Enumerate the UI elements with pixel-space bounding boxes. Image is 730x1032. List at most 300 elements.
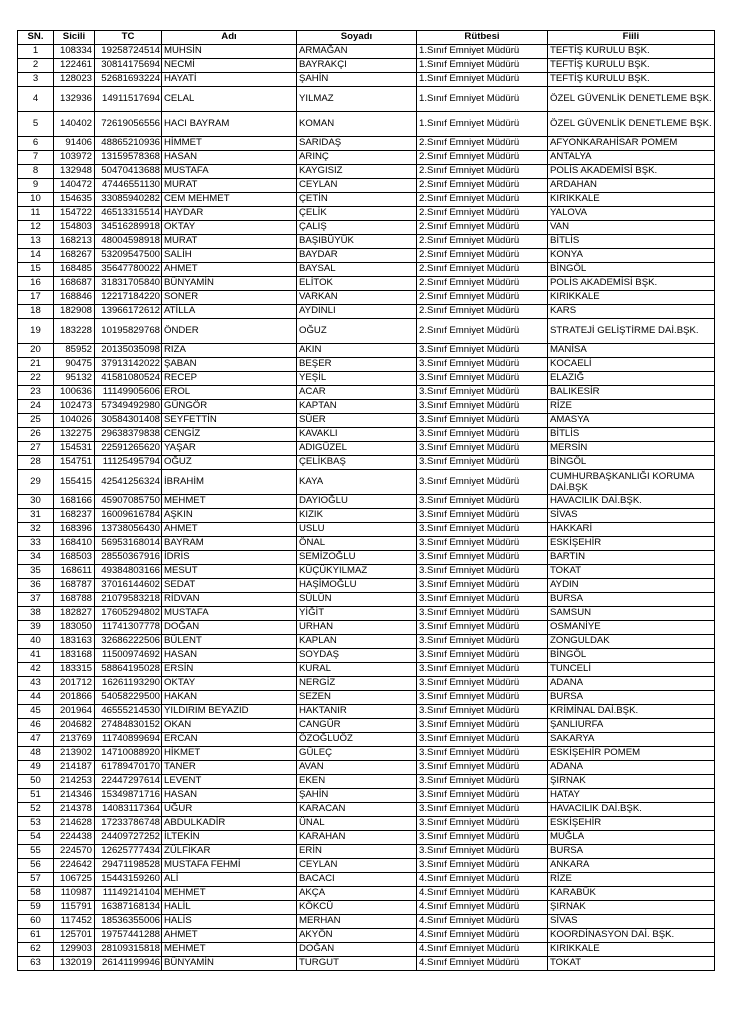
table-row	[18, 319, 715, 344]
cell-soyadi: USLU	[297, 523, 417, 537]
cell-adi: MESUT	[162, 565, 297, 579]
table-row	[18, 551, 715, 565]
cell-tc: 18536355006	[95, 915, 162, 929]
cell-tc: 11500974692	[95, 649, 162, 663]
cell-rutbe: 1.Sınıf Emniyet Müdürü	[417, 73, 548, 87]
cell-sn: 36	[18, 579, 54, 593]
cell-tc: 50470413688	[95, 165, 162, 179]
cell-fiili: TOKAT	[548, 565, 715, 579]
cell-adi: OKTAY	[162, 677, 297, 691]
cell-tc: 22591265620	[95, 442, 162, 456]
cell-adi: İBRAHİM	[162, 470, 297, 495]
cell-fiili: TUNCELİ	[548, 663, 715, 677]
cell-rutbe: 2.Sınıf Emniyet Müdürü	[417, 305, 548, 319]
cell-adi: SEDAT	[162, 579, 297, 593]
table-row	[18, 943, 715, 957]
cell-sicil: 182827	[54, 607, 95, 621]
cell-sicil: 214628	[54, 817, 95, 831]
cell-sicil: 168787	[54, 579, 95, 593]
cell-fiili: ARDAHAN	[548, 179, 715, 193]
cell-tc: 27484830152	[95, 719, 162, 733]
personnel-table	[17, 30, 715, 971]
table-row	[18, 305, 715, 319]
cell-sn: 39	[18, 621, 54, 635]
cell-fiili: TOKAT	[548, 957, 715, 971]
table-row	[18, 593, 715, 607]
cell-sn: 34	[18, 551, 54, 565]
cell-fiili: CUMHURBAŞKANLIĞI KORUMA DAİ.BŞK	[548, 470, 715, 495]
cell-fiili: HAKKARİ	[548, 523, 715, 537]
cell-sicil: 214253	[54, 775, 95, 789]
cell-tc: 53209547500	[95, 249, 162, 263]
cell-fiili: ESKİŞEHİR	[548, 537, 715, 551]
cell-tc: 19757441288	[95, 929, 162, 943]
cell-rutbe: 3.Sınıf Emniyet Müdürü	[417, 456, 548, 470]
cell-fiili: BALIKESİR	[548, 386, 715, 400]
cell-tc: 28550367916	[95, 551, 162, 565]
cell-tc: 13966172612	[95, 305, 162, 319]
cell-tc: 17233786748	[95, 817, 162, 831]
cell-sn: 27	[18, 442, 54, 456]
cell-sn: 57	[18, 873, 54, 887]
cell-fiili: VAN	[548, 221, 715, 235]
cell-sn: 12	[18, 221, 54, 235]
cell-fiili: ÖZEL GÜVENLİK DENETLEME BŞK.	[548, 87, 715, 112]
cell-sicil: 125701	[54, 929, 95, 943]
cell-rutbe: 3.Sınıf Emniyet Müdürü	[417, 565, 548, 579]
cell-rutbe: 3.Sınıf Emniyet Müdürü	[417, 414, 548, 428]
cell-fiili: KOCAELİ	[548, 358, 715, 372]
cell-tc: 16009616784	[95, 509, 162, 523]
cell-soyadi: YİĞİT	[297, 607, 417, 621]
table-row	[18, 803, 715, 817]
cell-adi: EROL	[162, 386, 297, 400]
cell-adi: ABDULKADİR	[162, 817, 297, 831]
cell-tc: 57349492980	[95, 400, 162, 414]
cell-rutbe: 3.Sınıf Emniyet Müdürü	[417, 635, 548, 649]
cell-sicil: 201964	[54, 705, 95, 719]
cell-sicil: 201712	[54, 677, 95, 691]
cell-sicil: 117452	[54, 915, 95, 929]
cell-adi: GÜNGÖR	[162, 400, 297, 414]
table-row	[18, 607, 715, 621]
table-row	[18, 179, 715, 193]
table-row	[18, 249, 715, 263]
cell-fiili: KARS	[548, 305, 715, 319]
cell-fiili: HATAY	[548, 789, 715, 803]
cell-sicil: 106725	[54, 873, 95, 887]
cell-sicil: 140402	[54, 112, 95, 137]
cell-sicil: 154635	[54, 193, 95, 207]
cell-tc: 11125495794	[95, 456, 162, 470]
cell-soyadi: SOYDAŞ	[297, 649, 417, 663]
cell-adi: ATİLLA	[162, 305, 297, 319]
header-fiili: Fiili	[548, 31, 715, 45]
cell-sn: 51	[18, 789, 54, 803]
table-row	[18, 456, 715, 470]
cell-fiili: BİTLİS	[548, 428, 715, 442]
cell-rutbe: 2.Sınıf Emniyet Müdürü	[417, 319, 548, 344]
cell-fiili: TEFTİŞ KURULU BŞK.	[548, 73, 715, 87]
table-row	[18, 235, 715, 249]
cell-soyadi: ÖZOĞLUÖZ	[297, 733, 417, 747]
cell-tc: 45907085750	[95, 495, 162, 509]
cell-rutbe: 2.Sınıf Emniyet Müdürü	[417, 221, 548, 235]
cell-soyadi: HAKTANIR	[297, 705, 417, 719]
cell-rutbe: 2.Sınıf Emniyet Müdürü	[417, 207, 548, 221]
cell-tc: 35647780022	[95, 263, 162, 277]
cell-rutbe: 3.Sınıf Emniyet Müdürü	[417, 733, 548, 747]
cell-adi: MURAT	[162, 179, 297, 193]
table-row	[18, 775, 715, 789]
cell-sicil: 168503	[54, 551, 95, 565]
cell-sn: 63	[18, 957, 54, 971]
cell-tc: 37913142022	[95, 358, 162, 372]
cell-tc: 48004598918	[95, 235, 162, 249]
cell-sn: 52	[18, 803, 54, 817]
table-row	[18, 358, 715, 372]
cell-fiili: HAVACILIK DAİ.BŞK.	[548, 495, 715, 509]
cell-fiili: SAMSUN	[548, 607, 715, 621]
cell-sicil: 110987	[54, 887, 95, 901]
cell-sicil: 214378	[54, 803, 95, 817]
cell-sicil: 95132	[54, 372, 95, 386]
cell-rutbe: 3.Sınıf Emniyet Müdürü	[417, 551, 548, 565]
cell-sn: 29	[18, 470, 54, 495]
cell-fiili: ANTALYA	[548, 151, 715, 165]
table-row	[18, 859, 715, 873]
cell-tc: 46513315514	[95, 207, 162, 221]
cell-rutbe: 3.Sınıf Emniyet Müdürü	[417, 691, 548, 705]
cell-soyadi: DAYIOĞLU	[297, 495, 417, 509]
cell-fiili: RİZE	[548, 400, 715, 414]
cell-rutbe: 3.Sınıf Emniyet Müdürü	[417, 495, 548, 509]
cell-sicil: 201866	[54, 691, 95, 705]
cell-sn: 4	[18, 87, 54, 112]
cell-sicil: 154803	[54, 221, 95, 235]
cell-soyadi: GÜLEÇ	[297, 747, 417, 761]
cell-tc: 24409727252	[95, 831, 162, 845]
cell-tc: 29638379838	[95, 428, 162, 442]
cell-adi: LEVENT	[162, 775, 297, 789]
cell-adi: AŞKIN	[162, 509, 297, 523]
cell-adi: RIZA	[162, 344, 297, 358]
cell-tc: 15349871716	[95, 789, 162, 803]
cell-fiili: ADANA	[548, 677, 715, 691]
cell-tc: 30814175694	[95, 59, 162, 73]
cell-fiili: BİTLİS	[548, 235, 715, 249]
cell-sn: 61	[18, 929, 54, 943]
cell-fiili: TEFTİŞ KURULU BŞK.	[548, 59, 715, 73]
table-row	[18, 193, 715, 207]
cell-adi: MEHMET	[162, 495, 297, 509]
table-row	[18, 691, 715, 705]
table-row	[18, 112, 715, 137]
cell-sn: 15	[18, 263, 54, 277]
cell-tc: 29471198528	[95, 859, 162, 873]
cell-sicil: 154531	[54, 442, 95, 456]
cell-fiili: POLİS AKADEMİSİ BŞK.	[548, 277, 715, 291]
cell-sicil: 168410	[54, 537, 95, 551]
cell-soyadi: YILMAZ	[297, 87, 417, 112]
cell-sn: 19	[18, 319, 54, 344]
cell-rutbe: 2.Sınıf Emniyet Müdürü	[417, 179, 548, 193]
cell-adi: HAKAN	[162, 691, 297, 705]
cell-sn: 18	[18, 305, 54, 319]
cell-sn: 43	[18, 677, 54, 691]
cell-tc: 12217184220	[95, 291, 162, 305]
cell-soyadi: YEŞİL	[297, 372, 417, 386]
cell-tc: 41581080524	[95, 372, 162, 386]
cell-fiili: SİVAS	[548, 509, 715, 523]
cell-soyadi: EKEN	[297, 775, 417, 789]
cell-rutbe: 3.Sınıf Emniyet Müdürü	[417, 775, 548, 789]
cell-sn: 13	[18, 235, 54, 249]
cell-fiili: SAKARYA	[548, 733, 715, 747]
cell-rutbe: 4.Sınıf Emniyet Müdürü	[417, 887, 548, 901]
cell-soyadi: ŞAHİN	[297, 789, 417, 803]
cell-adi: BÜLENT	[162, 635, 297, 649]
cell-adi: HALİS	[162, 915, 297, 929]
cell-adi: HASAN	[162, 649, 297, 663]
cell-adi: AHMET	[162, 263, 297, 277]
table-row	[18, 915, 715, 929]
cell-rutbe: 1.Sınıf Emniyet Müdürü	[417, 45, 548, 59]
cell-soyadi: SÜLÜN	[297, 593, 417, 607]
cell-sicil: 155415	[54, 470, 95, 495]
cell-sicil: 154722	[54, 207, 95, 221]
cell-adi: CENGİZ	[162, 428, 297, 442]
cell-sn: 5	[18, 112, 54, 137]
cell-soyadi: ACAR	[297, 386, 417, 400]
table-row	[18, 719, 715, 733]
cell-sicil: 214346	[54, 789, 95, 803]
cell-sn: 31	[18, 509, 54, 523]
table-row	[18, 929, 715, 943]
cell-sn: 35	[18, 565, 54, 579]
table-row	[18, 263, 715, 277]
cell-soyadi: ÇELİKBAŞ	[297, 456, 417, 470]
cell-soyadi: BEŞER	[297, 358, 417, 372]
cell-tc: 14710088920	[95, 747, 162, 761]
cell-tc: 13159578368	[95, 151, 162, 165]
cell-sn: 62	[18, 943, 54, 957]
cell-tc: 17605294802	[95, 607, 162, 621]
cell-soyadi: NERGİZ	[297, 677, 417, 691]
cell-tc: 26141199946	[95, 957, 162, 971]
cell-sicil: 183315	[54, 663, 95, 677]
cell-sicil: 132936	[54, 87, 95, 112]
cell-sn: 26	[18, 428, 54, 442]
cell-rutbe: 3.Sınıf Emniyet Müdürü	[417, 859, 548, 873]
cell-sn: 37	[18, 593, 54, 607]
cell-soyadi: KARAHAN	[297, 831, 417, 845]
cell-rutbe: 3.Sınıf Emniyet Müdürü	[417, 579, 548, 593]
table-row	[18, 45, 715, 59]
cell-soyadi: HAŞİMOĞLU	[297, 579, 417, 593]
cell-fiili: OSMANİYE	[548, 621, 715, 635]
cell-adi: İDRİS	[162, 551, 297, 565]
cell-tc: 21079583218	[95, 593, 162, 607]
cell-sn: 20	[18, 344, 54, 358]
cell-adi: OKAN	[162, 719, 297, 733]
cell-soyadi: KAVAKLI	[297, 428, 417, 442]
cell-adi: ŞABAN	[162, 358, 297, 372]
cell-sicil: 115791	[54, 901, 95, 915]
cell-sn: 30	[18, 495, 54, 509]
table-row	[18, 221, 715, 235]
cell-tc: 16261193290	[95, 677, 162, 691]
cell-adi: MURAT	[162, 235, 297, 249]
cell-rutbe: 2.Sınıf Emniyet Müdürü	[417, 165, 548, 179]
cell-rutbe: 3.Sınıf Emniyet Müdürü	[417, 845, 548, 859]
cell-sicil: 100636	[54, 386, 95, 400]
cell-tc: 34516289918	[95, 221, 162, 235]
cell-sn: 28	[18, 456, 54, 470]
cell-sn: 47	[18, 733, 54, 747]
cell-sn: 3	[18, 73, 54, 87]
cell-rutbe: 2.Sınıf Emniyet Müdürü	[417, 277, 548, 291]
cell-adi: HAYATİ	[162, 73, 297, 87]
table-row	[18, 537, 715, 551]
cell-soyadi: SÜER	[297, 414, 417, 428]
table-row	[18, 957, 715, 971]
cell-sicil: 168788	[54, 593, 95, 607]
cell-fiili: ANKARA	[548, 859, 715, 873]
table-row	[18, 817, 715, 831]
cell-rutbe: 3.Sınıf Emniyet Müdürü	[417, 705, 548, 719]
cell-tc: 11741307778	[95, 621, 162, 635]
cell-rutbe: 2.Sınıf Emniyet Müdürü	[417, 137, 548, 151]
cell-soyadi: ARMAĞAN	[297, 45, 417, 59]
cell-soyadi: ÜNAL	[297, 817, 417, 831]
cell-tc: 54058229500	[95, 691, 162, 705]
cell-rutbe: 3.Sınıf Emniyet Müdürü	[417, 607, 548, 621]
cell-tc: 15443159260	[95, 873, 162, 887]
cell-adi: MEHMET	[162, 943, 297, 957]
cell-soyadi: ÇETİN	[297, 193, 417, 207]
cell-soyadi: BAYDAR	[297, 249, 417, 263]
cell-tc: 58864195028	[95, 663, 162, 677]
cell-sicil: 213902	[54, 747, 95, 761]
cell-tc: 16387168134	[95, 901, 162, 915]
cell-rutbe: 2.Sınıf Emniyet Müdürü	[417, 291, 548, 305]
cell-fiili: ŞANLIURFA	[548, 719, 715, 733]
cell-sn: 9	[18, 179, 54, 193]
table-row	[18, 428, 715, 442]
cell-adi: DOĞAN	[162, 621, 297, 635]
cell-rutbe: 3.Sınıf Emniyet Müdürü	[417, 663, 548, 677]
cell-fiili: ESKİŞEHİR	[548, 817, 715, 831]
cell-adi: HACI BAYRAM	[162, 112, 297, 137]
cell-fiili: MANİSA	[548, 344, 715, 358]
cell-adi: YILDIRIM BEYAZID	[162, 705, 297, 719]
table-row	[18, 386, 715, 400]
cell-adi: BÜNYAMİN	[162, 277, 297, 291]
cell-adi: ZÜLFİKAR	[162, 845, 297, 859]
cell-sn: 41	[18, 649, 54, 663]
header-row	[18, 31, 715, 45]
cell-fiili: RİZE	[548, 873, 715, 887]
cell-tc: 10195829768	[95, 319, 162, 344]
cell-adi: ERSİN	[162, 663, 297, 677]
cell-soyadi: ÇALIŞ	[297, 221, 417, 235]
cell-sicil: 129903	[54, 943, 95, 957]
cell-sicil: 168237	[54, 509, 95, 523]
cell-rutbe: 3.Sınıf Emniyet Müdürü	[417, 719, 548, 733]
cell-sn: 40	[18, 635, 54, 649]
cell-sicil: 122461	[54, 59, 95, 73]
table-row	[18, 87, 715, 112]
cell-fiili: TEFTİŞ KURULU BŞK.	[548, 45, 715, 59]
cell-adi: OKTAY	[162, 221, 297, 235]
cell-fiili: BİNGÖL	[548, 456, 715, 470]
cell-soyadi: VARKAN	[297, 291, 417, 305]
cell-soyadi: SARIDAŞ	[297, 137, 417, 151]
cell-sn: 22	[18, 372, 54, 386]
table-row	[18, 789, 715, 803]
cell-adi: HASAN	[162, 789, 297, 803]
table-row	[18, 165, 715, 179]
cell-sicil: 168687	[54, 277, 95, 291]
cell-tc: 19258724514	[95, 45, 162, 59]
cell-soyadi: BAYSAL	[297, 263, 417, 277]
cell-sicil: 132019	[54, 957, 95, 971]
cell-rutbe: 3.Sınıf Emniyet Müdürü	[417, 677, 548, 691]
cell-tc: 11149905606	[95, 386, 162, 400]
cell-soyadi: KIZIK	[297, 509, 417, 523]
cell-adi: AHMET	[162, 929, 297, 943]
cell-soyadi: URHAN	[297, 621, 417, 635]
header-soyadi: Soyadı	[297, 31, 417, 45]
cell-rutbe: 4.Sınıf Emniyet Müdürü	[417, 901, 548, 915]
table-row	[18, 845, 715, 859]
cell-adi: HAYDAR	[162, 207, 297, 221]
cell-sicil: 85952	[54, 344, 95, 358]
cell-fiili: YALOVA	[548, 207, 715, 221]
cell-sicil: 224438	[54, 831, 95, 845]
cell-sicil: 91406	[54, 137, 95, 151]
cell-fiili: STRATEJİ GELİŞTİRME DAİ.BŞK.	[548, 319, 715, 344]
table-row	[18, 137, 715, 151]
header-rutbe: Rütbesi	[417, 31, 548, 45]
cell-sicil: 108334	[54, 45, 95, 59]
cell-sn: 49	[18, 761, 54, 775]
cell-fiili: BURSA	[548, 691, 715, 705]
cell-sicil: 154751	[54, 456, 95, 470]
cell-soyadi: AYDINLI	[297, 305, 417, 319]
cell-adi: TANER	[162, 761, 297, 775]
cell-fiili: AYDIN	[548, 579, 715, 593]
cell-tc: 28109315818	[95, 943, 162, 957]
cell-adi: HALİL	[162, 901, 297, 915]
table-row	[18, 565, 715, 579]
cell-tc: 11149214104	[95, 887, 162, 901]
header-tc: TC	[95, 31, 162, 45]
cell-fiili: BİNGÖL	[548, 649, 715, 663]
cell-soyadi: SEZEN	[297, 691, 417, 705]
cell-rutbe: 3.Sınıf Emniyet Müdürü	[417, 386, 548, 400]
table-row	[18, 831, 715, 845]
cell-sn: 24	[18, 400, 54, 414]
cell-tc: 22447297614	[95, 775, 162, 789]
header-adi: Adı	[162, 31, 297, 45]
cell-sicil: 103972	[54, 151, 95, 165]
cell-sn: 32	[18, 523, 54, 537]
cell-fiili: KONYA	[548, 249, 715, 263]
cell-sicil: 90475	[54, 358, 95, 372]
cell-rutbe: 3.Sınıf Emniyet Müdürü	[417, 537, 548, 551]
